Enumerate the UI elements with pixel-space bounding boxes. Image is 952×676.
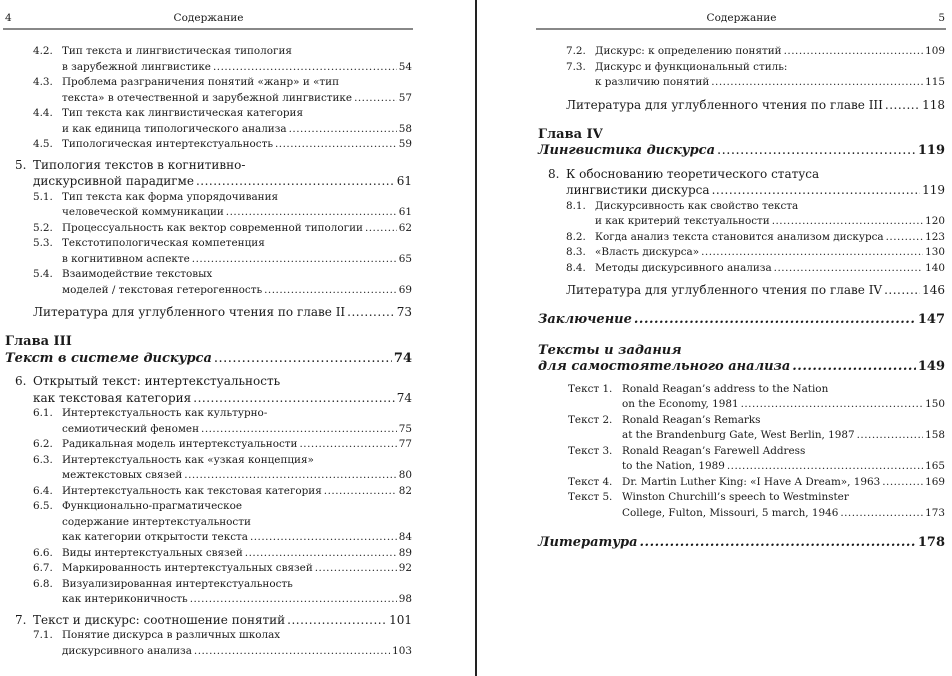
- entry-number: 6.7.: [33, 562, 53, 574]
- entry-title-line: [538, 343, 945, 360]
- entry-title-text: Лингвистика дискурса: [538, 143, 716, 158]
- entry-title-text: Winston Churchill’s speech to Westminster: [622, 491, 849, 503]
- entry-title-text: межтекстовых связей: [62, 469, 183, 481]
- entry-title-text: Функционально-прагматическое: [62, 500, 242, 512]
- entry-title-text: at the Brandenburg Gate, West Berlin, 1987: [622, 429, 855, 441]
- dot-leader: [245, 546, 397, 562]
- entry-title-line: [622, 475, 945, 491]
- entry-number: 8.2.: [566, 230, 586, 243]
- entry-title-line: [622, 506, 945, 522]
- entry-title-line: [33, 304, 412, 320]
- toc-entry-sub[interactable]: [5, 190, 412, 221]
- toc-entry-sub[interactable]: [5, 561, 412, 577]
- entry-title-line: [62, 546, 412, 562]
- dot-leader: [347, 304, 395, 320]
- entry-page-number: 103: [392, 644, 412, 657]
- entry-page-number: 150: [925, 398, 945, 410]
- chapter-label: Глава III: [5, 334, 72, 349]
- entry-page-number: 89: [398, 546, 412, 559]
- right-page: [538, 0, 945, 676]
- entry-title-text: Ronald Reagan’s Remarks: [622, 413, 761, 426]
- entry-title-line: [62, 406, 412, 422]
- entry-number: 6.5.: [33, 500, 53, 512]
- entry-title-text: Тексты и задания: [538, 342, 682, 358]
- dot-leader: [264, 283, 397, 299]
- entry-title-text: Дискурс и функциональный стиль:: [595, 60, 788, 73]
- entry-title-line: [62, 499, 412, 515]
- entry-title-text: Радикальная модель интертекстуальности: [62, 438, 298, 450]
- entry-title-line: [62, 267, 412, 283]
- entry-title-line: [622, 397, 945, 413]
- toc-entry-sub[interactable]: [538, 230, 945, 246]
- page-gutter-divider: [475, 0, 477, 676]
- dot-leader: [190, 592, 397, 608]
- entry-page-number: 98: [398, 593, 412, 605]
- entry-number: 8.1.: [566, 199, 586, 212]
- page-number: 4: [5, 12, 12, 24]
- entry-page-number: 61: [398, 206, 412, 218]
- entry-number: Текст 4.: [568, 475, 613, 488]
- toc-entry-major[interactable]: [538, 343, 945, 376]
- entry-page-number: 80: [398, 469, 412, 481]
- entry-title-line: [62, 644, 412, 660]
- dot-leader: [287, 612, 387, 629]
- page-number: 5: [938, 12, 945, 24]
- entry-title-text: College, Fulton, Missouri, 5 march, 1946: [622, 506, 839, 519]
- entry-title-line: [62, 283, 412, 299]
- entry-number: 6.4.: [33, 484, 53, 497]
- entry-title-text: Литература: [538, 535, 638, 550]
- entry-title-line: [62, 437, 412, 453]
- entry-page-number: 158: [925, 429, 945, 441]
- entry-number: 6.2.: [33, 438, 53, 450]
- dot-leader: [772, 214, 923, 230]
- entry-page-number: 118: [922, 97, 945, 112]
- page-header: [538, 12, 945, 28]
- entry-title-text: Текст в системе дискурса: [5, 350, 212, 366]
- toc-entry-text[interactable]: [538, 382, 945, 413]
- entry-title-line: [62, 515, 412, 531]
- entry-title-line: [595, 75, 945, 91]
- entry-page-number: 147: [917, 312, 945, 327]
- dot-leader: [634, 312, 916, 329]
- entry-number: 6.6.: [33, 546, 53, 559]
- chapter-label: Глава IV: [538, 126, 603, 142]
- entry-page-number: 140: [925, 261, 945, 274]
- entry-page-number: 146: [922, 283, 945, 297]
- entry-number: 6.3.: [33, 453, 53, 466]
- toc-entry-main[interactable]: [5, 373, 412, 406]
- dot-leader: [299, 437, 396, 453]
- entry-title-line: [622, 382, 945, 398]
- entry-page-number: 54: [398, 60, 412, 73]
- entry-page-number: 120: [925, 215, 945, 227]
- entry-title-text: как категории открытости текста: [62, 531, 248, 543]
- entry-page-number: 82: [398, 484, 412, 497]
- entry-page-number: 178: [917, 535, 945, 550]
- entry-page-number: 58: [398, 122, 412, 135]
- entry-title-text: on the Economy, 1981: [622, 398, 739, 410]
- entry-number: 7.: [15, 612, 27, 627]
- entry-title-line: [595, 245, 945, 261]
- entry-page-number: 169: [925, 475, 945, 488]
- toc-entry-main[interactable]: [5, 612, 412, 629]
- entry-title-text: к различию понятий: [595, 76, 710, 88]
- toc-entry-sub[interactable]: [538, 44, 945, 60]
- dot-leader: [289, 122, 397, 138]
- entry-title-line: [538, 359, 945, 376]
- entry-title-text: Ronald Reagan’s address to the Nation: [622, 382, 829, 395]
- entry-title-text: Маркированность интертекстуальных связей: [62, 562, 313, 574]
- toc-entry-lit[interactable]: [538, 282, 945, 298]
- entry-number: 6.1.: [33, 407, 53, 419]
- entry-title-text: дискурсивного анализа: [62, 644, 192, 657]
- entry-title-text: Текстотипологическая компетенция: [62, 237, 265, 249]
- entry-title-text: Проблема разграничения понятий «жанр» и «тип: [62, 76, 340, 88]
- entry-title-line: [622, 428, 945, 444]
- entry-title-line: [62, 530, 412, 546]
- entry-title-line: [622, 490, 945, 506]
- entry-title-line: [62, 592, 412, 608]
- entry-number: 5.3.: [33, 237, 53, 249]
- dot-leader: [275, 137, 397, 153]
- dot-leader: [886, 230, 924, 246]
- entry-number: 5.1.: [33, 190, 53, 203]
- toc-entry-sub[interactable]: [5, 546, 412, 562]
- entry-number: 4.4.: [33, 107, 53, 119]
- entry-title-text: Интертекстуальность как «узкая концепция»: [62, 453, 314, 466]
- page-header: [5, 12, 412, 28]
- left-page: [5, 0, 412, 676]
- toc-entry-sub[interactable]: [5, 437, 412, 453]
- entry-page-number: 65: [398, 252, 412, 265]
- toc-entry-sub[interactable]: [538, 261, 945, 277]
- entry-title-text: Тип текста и лингвистическая типология: [62, 45, 292, 57]
- dot-leader: [882, 475, 923, 491]
- entry-page-number: 75: [398, 422, 412, 435]
- dot-leader: [727, 459, 923, 475]
- entry-number: 7.2.: [566, 45, 586, 57]
- toc-entry-lit[interactable]: [5, 304, 412, 320]
- entry-page-number: 74: [393, 350, 412, 366]
- toc-entry-sub[interactable]: [5, 484, 412, 500]
- toc-list: [538, 44, 945, 558]
- entry-page-number: 130: [925, 246, 945, 258]
- toc-entry-sub[interactable]: [5, 628, 412, 659]
- toc-entry-sub[interactable]: [5, 406, 412, 437]
- entry-page-number: 57: [398, 91, 412, 104]
- entry-page-number: 61: [396, 174, 412, 188]
- entry-title-text: и как критерий текстуальности: [595, 215, 770, 227]
- entry-title-text: Понятие дискурса в различных школах: [62, 629, 281, 641]
- entry-title-line: [33, 390, 412, 407]
- entry-number: 4.3.: [33, 76, 53, 88]
- entry-title-text: Методы дискурсивного анализа: [595, 261, 772, 274]
- entry-title-text: Типология текстов в когнитивно-: [33, 157, 246, 172]
- dot-leader: [885, 97, 920, 113]
- entry-page-number: 59: [398, 138, 412, 150]
- dot-leader: [701, 245, 923, 261]
- entry-number: 8.3.: [566, 246, 586, 258]
- entry-title-line: [33, 157, 412, 174]
- dot-leader: [184, 468, 397, 484]
- entry-title-text: Интертекстуальность как культурно-: [62, 407, 268, 419]
- toc-entry-text[interactable]: [538, 444, 945, 475]
- toc-entry-sub[interactable]: [538, 199, 945, 230]
- entry-title-text: моделей / текстовая гетерогенность: [62, 283, 263, 296]
- entry-number: Текст 2.: [568, 413, 613, 426]
- entry-title-text: в когнитивном аспекте: [62, 252, 190, 265]
- entry-title-line: [595, 214, 945, 230]
- entry-title-text: Заключение: [538, 312, 632, 327]
- dot-leader: [194, 644, 390, 660]
- entry-title-line: [62, 252, 412, 268]
- entry-title-text: дискурсивной парадигме: [33, 174, 194, 188]
- dot-leader: [365, 221, 397, 237]
- toc-entry-chapter[interactable]: [538, 127, 945, 160]
- entry-number: 5.2.: [33, 221, 53, 234]
- entry-title-line: [62, 577, 412, 593]
- dot-leader: [712, 182, 921, 199]
- entry-title-line: [622, 459, 945, 475]
- entry-title-line: [62, 236, 412, 252]
- toc-entry-sub[interactable]: [5, 75, 412, 106]
- toc-entry-major[interactable]: [538, 312, 945, 329]
- dot-leader: [857, 428, 924, 444]
- entry-title-text: Дискурсивность как свойство текста: [595, 199, 799, 212]
- toc-entry-sub[interactable]: [5, 221, 412, 237]
- entry-title-text: Dr. Martin Luther King: «I Have A Dream», 1963: [622, 475, 881, 488]
- entry-page-number: 77: [398, 438, 412, 450]
- entry-title-line: [62, 106, 412, 122]
- entry-title-line: [566, 97, 945, 113]
- entry-title-line: [538, 312, 945, 329]
- entry-title-text: в зарубежной лингвистике: [62, 60, 211, 73]
- toc-entry-sub[interactable]: [5, 499, 412, 546]
- entry-title-text: Текст и дискурс: соотношение понятий: [33, 612, 286, 627]
- entry-title-line: [62, 453, 412, 469]
- header-rule: [3, 28, 413, 30]
- entry-title-line: [62, 190, 412, 206]
- entry-title-line: [62, 628, 412, 644]
- entry-number: 5.: [15, 157, 27, 172]
- entry-number: 6.8.: [33, 577, 53, 590]
- entry-title-line: [62, 561, 412, 577]
- entry-page-number: 109: [925, 45, 945, 57]
- toc-entry-sub[interactable]: [5, 137, 412, 153]
- dot-leader: [640, 535, 916, 552]
- entry-title-text: как интериконичность: [62, 593, 188, 605]
- entry-number: 7.3.: [566, 60, 586, 73]
- dot-leader: [324, 484, 397, 500]
- entry-title-line: [33, 373, 412, 390]
- toc-entry-text[interactable]: [538, 475, 945, 491]
- entry-title-text: Тип текста как форма упорядочивания: [62, 190, 279, 203]
- dot-leader: [792, 359, 916, 376]
- entry-title-line: [62, 60, 412, 76]
- entry-number: 4.5.: [33, 138, 53, 150]
- entry-title-text: to the Nation, 1989: [622, 460, 725, 472]
- entry-title-text: и как единица типологического анализа: [62, 122, 287, 135]
- entry-title-text: «Власть дискурса»: [595, 246, 700, 258]
- dot-leader: [193, 390, 394, 407]
- entry-number: Текст 3.: [568, 444, 613, 457]
- entry-title-line: [62, 137, 412, 153]
- entry-title-line: [62, 468, 412, 484]
- entry-title-line: [62, 122, 412, 138]
- entry-title-text: семиотический феномен: [62, 422, 200, 435]
- dot-leader: [774, 261, 924, 277]
- entry-title-text: Процессуальность как вектор современной типологии: [62, 221, 363, 234]
- entry-title-line: [62, 91, 412, 107]
- dot-leader: [741, 397, 924, 413]
- toc-entry-sub[interactable]: [5, 267, 412, 298]
- entry-page-number: 92: [398, 562, 412, 574]
- entry-title-line: [62, 484, 412, 500]
- dot-leader: [840, 506, 923, 522]
- entry-title-text: содержание интертекстуальности: [62, 515, 251, 528]
- toc-entry-main[interactable]: [5, 157, 412, 190]
- entry-page-number: 123: [925, 230, 945, 243]
- entry-number: 7.1.: [33, 629, 53, 641]
- dot-leader: [196, 173, 395, 190]
- entry-title-text: Тип текста как лингвистическая категория: [62, 107, 303, 119]
- entry-page-number: 69: [398, 283, 412, 296]
- entry-title-text: лингвистики дискурса: [566, 183, 710, 197]
- entry-page-number: 84: [398, 531, 412, 543]
- entry-title-text: Взаимодействие текстовых: [62, 268, 213, 280]
- entry-page-number: 149: [917, 359, 945, 374]
- entry-page-number: 73: [396, 305, 412, 319]
- entry-number: 8.4.: [566, 261, 586, 274]
- toc-entry-major[interactable]: [538, 535, 945, 552]
- entry-title-text: Интертекстуальность как текстовая категория: [62, 484, 322, 497]
- dot-leader: [784, 44, 924, 60]
- entry-title-text: для самостоятельного анализа: [538, 359, 791, 374]
- entry-title-line: [622, 444, 945, 460]
- dot-leader: [354, 91, 397, 107]
- entry-number: Текст 5.: [568, 491, 613, 503]
- entry-title-text: Дискурс: к определению понятий: [595, 45, 782, 57]
- entry-title-text: Литература для углубленного чтения по главе IV: [566, 283, 883, 297]
- dot-leader: [201, 422, 397, 438]
- entry-title-line: [595, 261, 945, 277]
- toc-entry-sub[interactable]: [538, 245, 945, 261]
- dot-leader: [213, 60, 397, 76]
- entry-title-line: [538, 143, 945, 160]
- entry-page-number: 119: [917, 143, 945, 158]
- entry-title-text: Литература для углубленного чтения по главе III: [566, 97, 883, 112]
- entry-page-number: 173: [925, 506, 945, 519]
- entry-number: 4.2.: [33, 45, 53, 57]
- entry-page-number: 115: [925, 76, 945, 88]
- running-header-title: Содержание: [706, 12, 777, 24]
- entry-title-line: [566, 182, 945, 199]
- dot-leader: [214, 351, 392, 368]
- dot-leader: [717, 143, 916, 160]
- entry-page-number: 165: [925, 460, 945, 472]
- toc-entry-sub[interactable]: [5, 44, 412, 75]
- entry-title-line: [62, 75, 412, 91]
- dot-leader: [711, 75, 923, 91]
- toc-entry-text[interactable]: [538, 413, 945, 444]
- entry-title-line: [595, 199, 945, 215]
- entry-title-line: [62, 205, 412, 221]
- dot-leader: [250, 530, 397, 546]
- entry-title-line: [566, 282, 945, 298]
- entry-title-line: [33, 612, 412, 629]
- running-header-title: Содержание: [173, 12, 244, 24]
- dot-leader: [226, 205, 397, 221]
- entry-page-number: 74: [396, 390, 412, 405]
- entry-title-text: Визуализированная интертекстуальность: [62, 577, 293, 590]
- entry-title-text: Когда анализ текста становится анализом дискурса: [595, 230, 884, 243]
- entry-title-line: [622, 413, 945, 429]
- toc-entry-main[interactable]: [538, 166, 945, 199]
- toc-entry-lit[interactable]: [538, 97, 945, 113]
- entry-title-text: как текстовая категория: [33, 390, 192, 405]
- entry-page-number: 101: [389, 612, 412, 627]
- entry-number: 6.: [15, 374, 27, 388]
- entry-title-text: Типологическая интертекстуальность: [62, 138, 273, 150]
- dot-leader: [315, 561, 397, 577]
- toc-list: [5, 44, 412, 659]
- toc-entry-sub[interactable]: [5, 106, 412, 137]
- entry-title-text: Ronald Reagan’s Farewell Address: [622, 444, 806, 457]
- entry-title-text: Виды интертекстуальных связей: [62, 546, 243, 559]
- entry-title-line: [62, 44, 412, 60]
- entry-title-line: [595, 44, 945, 60]
- toc-entry-text[interactable]: [538, 490, 945, 521]
- entry-title-text: Открытый текст: интертекстуальность: [33, 374, 281, 388]
- header-rule: [536, 28, 946, 30]
- entry-title-line: [595, 60, 945, 76]
- toc-entry-sub[interactable]: [538, 60, 945, 91]
- toc-entry-sub[interactable]: [5, 577, 412, 608]
- entry-title-text: текста» в отечественной и зарубежной лингвистике: [62, 91, 353, 104]
- entry-title-line: [62, 221, 412, 237]
- entry-title-line: [62, 422, 412, 438]
- entry-title-text: К обоснованию теоретического статуса: [566, 166, 820, 181]
- entry-title-text: человеческой коммуникации: [62, 206, 224, 218]
- entry-number: 8.: [548, 166, 560, 181]
- entry-page-number: 119: [922, 183, 945, 197]
- toc-entry-chapter[interactable]: [5, 334, 412, 367]
- entry-title-line: [33, 173, 412, 190]
- entry-title-text: Литература для углубленного чтения по главе II: [33, 305, 346, 319]
- dot-leader: [192, 252, 397, 268]
- entry-page-number: 62: [398, 221, 412, 234]
- toc-entry-sub[interactable]: [5, 236, 412, 267]
- dot-leader: [884, 282, 920, 298]
- entry-number: Текст 1.: [568, 382, 613, 395]
- entry-title-line: [538, 535, 945, 552]
- entry-number: 5.4.: [33, 268, 53, 280]
- entry-title-line: [5, 351, 412, 368]
- entry-title-line: [566, 166, 945, 183]
- entry-title-line: [595, 230, 945, 246]
- toc-entry-sub[interactable]: [5, 453, 412, 484]
